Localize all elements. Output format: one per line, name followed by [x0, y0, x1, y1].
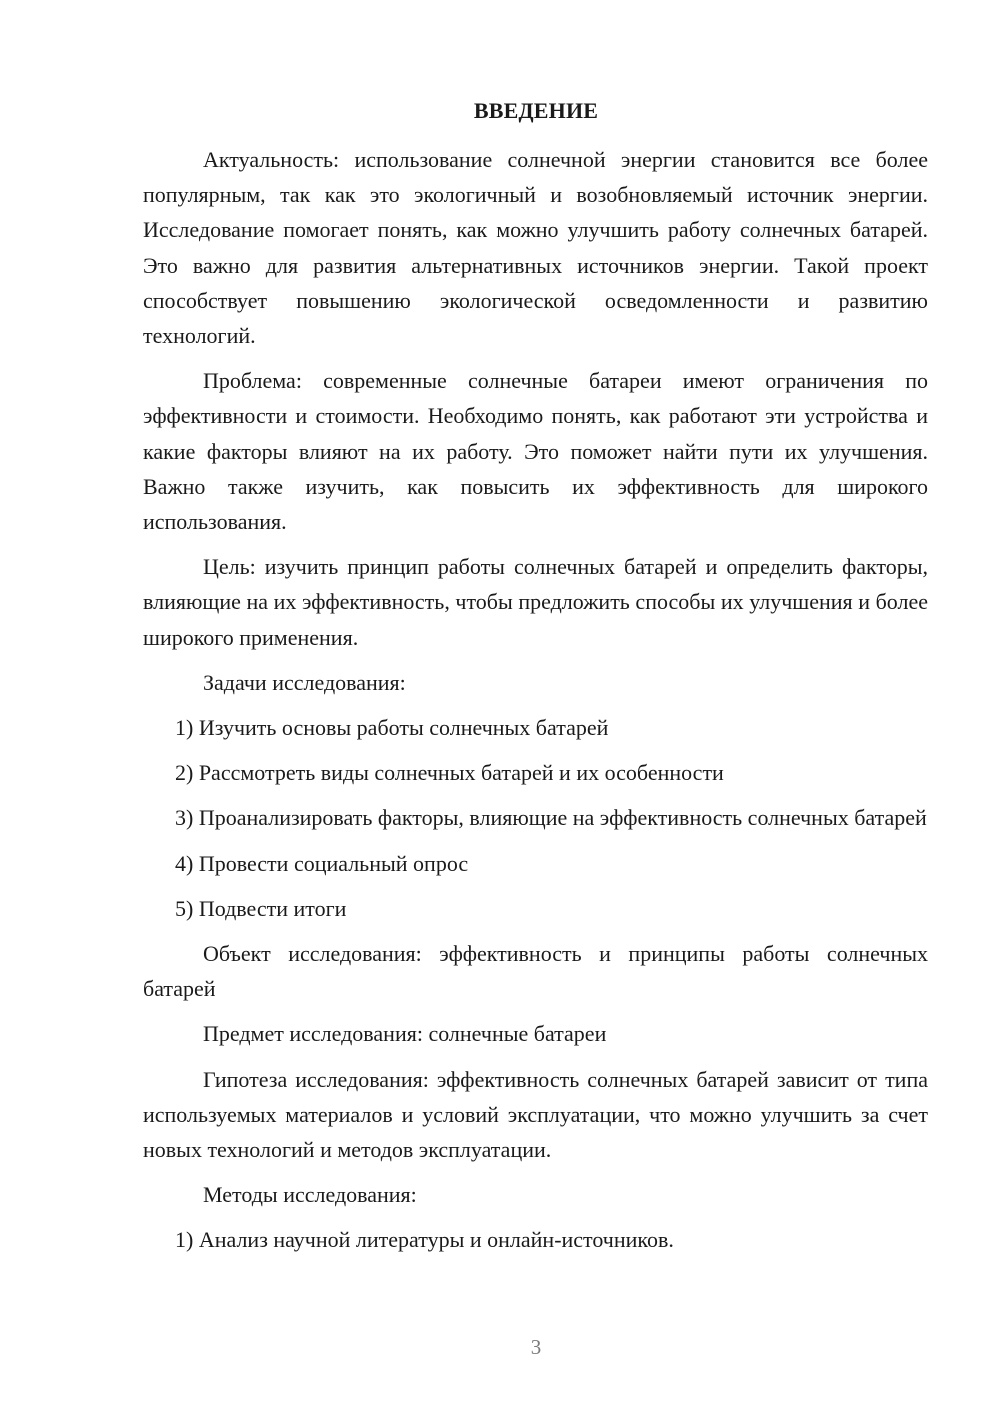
method-item: 1) Анализ научной литературы и онлайн-источников.: [175, 1227, 674, 1253]
paragraph-object: Объект исследования: эффективность и принципы работы солнечных батарей: [143, 941, 928, 1002]
task-item: 4) Провести социальный опрос: [175, 850, 469, 876]
paragraph-relevance: Актуальность: использование солнечной энергии становится все более популярным, так как это экологичный и возобновляемый источник энергии. Исследование помогает понять, как можно улучшить работу солнечных батарей. Это важно для развития альтернативных источников энергии. Такой проект способствует повышению экологической осведомленности и развитию технологий.: [143, 147, 928, 349]
section-heading: ВВЕДЕНИЕ: [473, 98, 599, 123]
tasks-title: Задачи исследования:: [203, 669, 406, 695]
paragraph-goal: Цель: изучить принцип работы солнечных батарей и определить факторы, влияющие на их эффективность, чтобы предложить способы их улучшения и более широкого применения.: [143, 554, 928, 650]
page-number: 3: [530, 1335, 542, 1359]
methods-title: Методы исследования:: [203, 1182, 417, 1208]
paragraph-hypothesis: Гипотеза исследования: эффективность солнечных батарей зависит от типа используемых материалов и условий эксплуатации, что можно улучшить за счет новых технологий и методов эксплуатации.: [143, 1066, 928, 1163]
paragraph-subject: Предмет исследования: солнечные батареи: [203, 1021, 607, 1047]
task-item: 3) Проанализировать факторы, влияющие на эффективность солнечных батарей: [175, 805, 927, 831]
task-item: 2) Рассмотреть виды солнечных батарей и их особенности: [175, 760, 724, 786]
body-text: [143, 142, 928, 1268]
task-item: 1) Изучить основы работы солнечных батарей: [175, 715, 609, 741]
task-item: 5) Подвести итоги: [175, 895, 347, 921]
paragraph-problem: Проблема: современные солнечные батареи имеют ограничения по эффективности и стоимости. Необходимо понять, как работают эти устройства и какие факторы влияют на их работу. Это поможет найти пути их улучшения. Важно также изучить, как повысить их эффективность для широкого использования.: [143, 368, 928, 535]
